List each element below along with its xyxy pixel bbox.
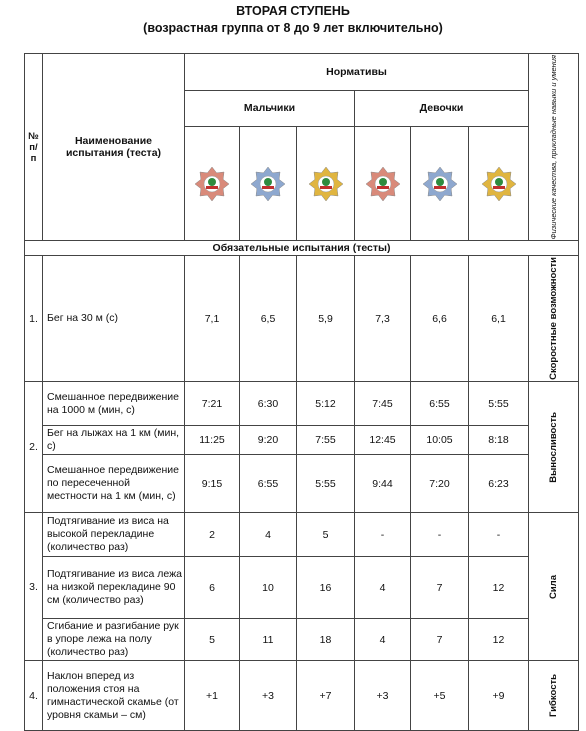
quality-cell <box>529 661 579 731</box>
boys-value: 5 <box>297 513 355 557</box>
girls-value: 9:44 <box>355 455 411 513</box>
girls-value: 6,6 <box>411 256 469 382</box>
girls-value: +5 <box>411 661 469 731</box>
girls-value: 4 <box>355 619 411 661</box>
boys-value: 4 <box>240 513 297 557</box>
boys-value: +7 <box>297 661 355 731</box>
quality-label: Скоростные возможности <box>548 257 560 381</box>
norms-table <box>24 53 579 731</box>
badge-cell-bronze <box>355 127 411 241</box>
test-name: Сгибание и разгибание рук в упоре лежа на полу (количество раз) <box>43 619 185 661</box>
boys-value: 16 <box>297 557 355 619</box>
girls-value: - <box>355 513 411 557</box>
col-header-num: № п/п <box>25 54 43 241</box>
boys-value: 9:20 <box>240 426 297 455</box>
quality-label: Выносливость <box>548 411 560 483</box>
girls-value: 5:55 <box>469 382 529 426</box>
girls-value: 12 <box>469 557 529 619</box>
row-number: 2. <box>25 382 43 513</box>
boys-value: +3 <box>240 661 297 731</box>
table-row <box>25 619 579 661</box>
boys-value: 5:55 <box>297 455 355 513</box>
boys-value: 7:55 <box>297 426 355 455</box>
quality-cell <box>529 382 579 513</box>
row-number: 1. <box>25 256 43 382</box>
boys-value: 7,1 <box>185 256 240 382</box>
boys-value: 6 <box>185 557 240 619</box>
badge-cell-bronze <box>185 127 240 241</box>
girls-value: 7:20 <box>411 455 469 513</box>
table-row <box>25 382 579 426</box>
table-row <box>25 557 579 619</box>
girls-value: 4 <box>355 557 411 619</box>
boys-value: 11 <box>240 619 297 661</box>
test-name: Подтягивание из виса на высокой перекладине (количество раз) <box>43 513 185 557</box>
page-title: ВТОРАЯ СТУПЕНЬ <box>236 4 350 18</box>
table-row <box>25 661 579 731</box>
boys-value: 7:21 <box>185 382 240 426</box>
row-number: 3. <box>25 513 43 661</box>
section-required: Обязательные испытания (тесты) <box>25 241 579 256</box>
col-header-qualities: Физические качества, прикладные навыки и умения <box>529 54 579 241</box>
girls-value: 8:18 <box>469 426 529 455</box>
quality-label: Гибкость <box>548 674 560 718</box>
gold-badge-icon <box>481 166 517 202</box>
girls-value: 10:05 <box>411 426 469 455</box>
boys-value: 6:55 <box>240 455 297 513</box>
test-name: Смешанное передвижение по пересеченной местности на 1 км (мин, с) <box>43 455 185 513</box>
bronze-badge-icon <box>194 166 230 202</box>
quality-label: Сила <box>548 574 560 599</box>
badge-cell-gold <box>297 127 355 241</box>
girls-value: 12 <box>469 619 529 661</box>
boys-value: 6:30 <box>240 382 297 426</box>
girls-value: - <box>411 513 469 557</box>
table-row <box>25 256 579 382</box>
girls-value: 6,1 <box>469 256 529 382</box>
girls-value: 6:55 <box>411 382 469 426</box>
test-name: Смешанное передвижение на 1000 м (мин, с) <box>43 382 185 426</box>
table-row <box>25 513 579 557</box>
gold-badge-icon <box>308 166 344 202</box>
quality-cell <box>529 256 579 382</box>
girls-value: 12:45 <box>355 426 411 455</box>
boys-value: 9:15 <box>185 455 240 513</box>
test-name: Наклон вперед из положения стоя на гимнастической скамье (от уровня скамьи – см) <box>43 661 185 731</box>
boys-value: 11:25 <box>185 426 240 455</box>
col-header-norms: Нормативы <box>185 54 529 91</box>
boys-value: 10 <box>240 557 297 619</box>
col-header-boys: Мальчики <box>185 90 355 127</box>
girls-value: 6:23 <box>469 455 529 513</box>
boys-value: 5 <box>185 619 240 661</box>
badge-cell-silver <box>411 127 469 241</box>
boys-value: 5:12 <box>297 382 355 426</box>
badge-cell-gold <box>469 127 529 241</box>
test-name: Бег на лыжах на 1 км (мин, с) <box>43 426 185 455</box>
quality-cell <box>529 513 579 661</box>
col-header-test-name: Наименование испытания (теста) <box>43 54 185 241</box>
girls-value: - <box>469 513 529 557</box>
row-number: 4. <box>25 661 43 731</box>
boys-value: 18 <box>297 619 355 661</box>
boys-value: 5,9 <box>297 256 355 382</box>
boys-value: 2 <box>185 513 240 557</box>
silver-badge-icon <box>422 166 458 202</box>
badge-cell-silver <box>240 127 297 241</box>
page-subtitle: (возрастная группа от 8 до 9 лет включительно) <box>143 21 443 35</box>
girls-value: 7 <box>411 619 469 661</box>
girls-value: +3 <box>355 661 411 731</box>
col-header-girls: Девочки <box>355 90 529 127</box>
bronze-badge-icon <box>365 166 401 202</box>
table-row <box>25 426 579 455</box>
girls-value: 7:45 <box>355 382 411 426</box>
boys-value: +1 <box>185 661 240 731</box>
boys-value: 6,5 <box>240 256 297 382</box>
table-row <box>25 455 579 513</box>
girls-value: 7,3 <box>355 256 411 382</box>
silver-badge-icon <box>250 166 286 202</box>
test-name: Подтягивание из виса лежа на низкой перекладине 90 см (количество раз) <box>43 557 185 619</box>
test-name: Бег на 30 м (с) <box>43 256 185 382</box>
girls-value: 7 <box>411 557 469 619</box>
girls-value: +9 <box>469 661 529 731</box>
